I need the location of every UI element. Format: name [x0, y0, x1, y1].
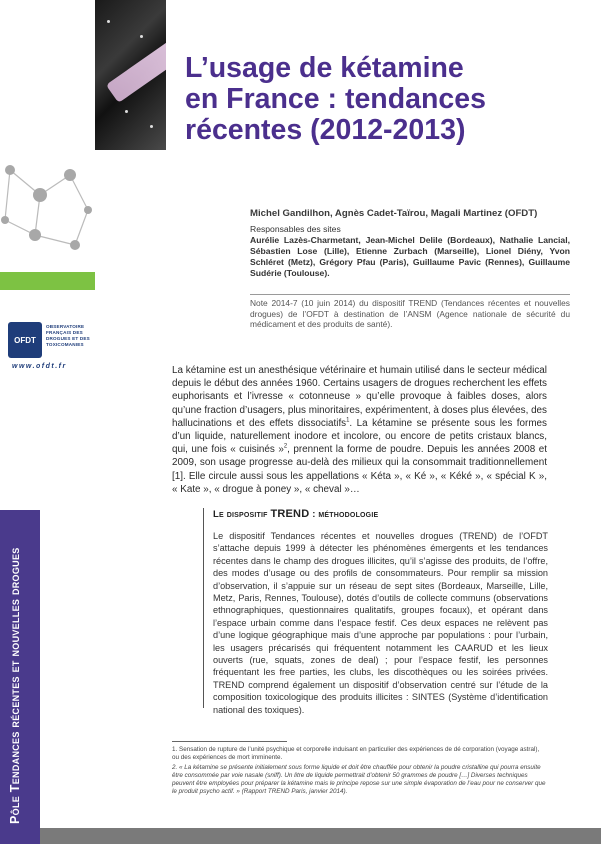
site-leads-names: Aurélie Lazès-Charmetant, Jean-Michel Delile (Bordeaux), Nathalie Lancial, Sébastien Lose (Lille), Etienne Zurbach (Marseille), Lionel Diény, Yvon Schléret (Metz), Grégory Pfau (Paris), Guillaume Pavic (Rennes), Guillaume Sudérie (Toulouse). [250, 235, 570, 278]
publication-note: Note 2014-7 (10 juin 2014) du dispositif TREND (Tendances récentes et nouvelles drogues) de l’OFDT à destination de l’ANSM (Agence nationale de sécurité du médicament et des produits de santé). [250, 294, 570, 330]
powder-streak [106, 39, 166, 103]
cover-photo [95, 0, 166, 150]
box-title: Le dispositif TREND : méthodologie [213, 508, 379, 520]
box-body: Le dispositif Tendances récentes et nouvelles drogues (TREND) de l’OFDT s’attache depuis 1999 à détecter les phénomènes émergents et les tendances récentes dans le champ des drogues illicites, qu’il s’agisse des produits, de l’offre, des modes d’usage ou des profils de consommateurs. Pour remplir sa mission d’observation, il s’appuie sur un réseau de sept sites (Bordeaux, Marseille, Lille, Metz, Paris, Rennes, Toulouse), dotés d’outils de collecte communs (observations ethnographiques, questionnaires qualitatifs, groupes focaux), et opérant dans l’espace urbain comme dans l’espace festif. Ces deux espaces ne relèvent pas d’une logique géographique mais d’une approche par populations : pour l’urbain, les usagers précarisés qui fréquentent notamment les CAARUD et les lieux ouverts (rue, squats, zones de deal) ; pour l’espace festif, les personnes fréquentant les free parties, les clubs, les discothèques ou les soirées privées. TREND comprend également un dispositif d’observation centré sur l’étude de la composition toxicologique des produits illicites : SINTES (Système d’identification national des toxiques). [213, 531, 548, 715]
photo-speck [150, 125, 153, 128]
photo-speck [125, 110, 128, 113]
site-leads [250, 224, 570, 279]
authors: Michel Gandilhon, Agnès Cadet-Taïrou, Magali Martinez (OFDT) [250, 208, 538, 219]
sidebar-band [0, 510, 40, 844]
footnote-1: 1. Sensation de rupture de l’unité psychique et corporelle induisant en particulier des expériences de dé corporation (voyage astral), ou des expériences de mort imminente. [172, 746, 540, 761]
ofdt-logo-text: OBSERVATOIRE FRANÇAIS DES DROGUES ET DES TOXICOMANIES [46, 324, 90, 347]
footnote-ref: 1 [346, 417, 350, 424]
left-header-blank [0, 0, 95, 150]
molecule-node [1, 216, 9, 224]
photo-speck [107, 20, 110, 23]
molecule-node [29, 229, 41, 241]
molecule-node [64, 169, 76, 181]
molecule-node [70, 240, 80, 250]
ofdt-url: www.ofdt.fr [12, 363, 67, 370]
methodology-box [203, 508, 548, 715]
site-leads-label: Responsables des sites [250, 224, 341, 234]
intro-paragraph: La kétamine est un anesthésique vétérinaire et humain utilisé dans le secteur médical depuis le début des années 1960. Certains usagers de drogues recherchent les effets euphorisants et l’ivresse « cotonneuse » qu’elle provoque à faibles doses, alors qu’une fraction d’usagers, plus minoritaires, expérimentent, à doses plus élevées, des hallucinations et des effets dissociatifs$^1$. La kétamine se présente sous les formes d’un liquide, naturellement inodore et incolore, ou encore de petits cristaux blancs, qui, une fois « cuisinés »$^2$, prennent la forme de poudre. Depuis les années 2008 et 2009, son usage progresse au-delà des milieux qui la consommait traditionnellement [1]. Elle circule aussi sous les appellations « Kéta », « Ké », « Kéké », « spécial K », « Kate », « drogue à poney », « cheval »… [172, 365, 547, 495]
footnote-2: 2. « La kétamine se présente initialement sous forme liquide et doit être chauffée pour obtenir la poudre cristalline qui pourra ensuite être consommée par voie nasale (sniff). Un litre de liquide permettrait d’obtenir 50 grammes de poudre […] Diverses techniques peuvent être employées pour préparer la kétamine mais le principe repose sur une simple évaporation de l’eau pour ne conserver que le produit psycho actif. » (Rapport TREND Paris, janvier 2014). [172, 764, 546, 795]
photo-speck [140, 35, 143, 38]
sidebar-label: Pôle Tendances récentes et nouvelles drogues [8, 547, 22, 824]
green-accent-bar [0, 272, 95, 290]
ofdt-logo-badge: OFDT [8, 322, 42, 358]
molecule-node [5, 165, 15, 175]
page-title: L’usage de kétamine en France : tendances récentes (2012-2013) [185, 52, 486, 146]
footer-bar [40, 828, 601, 844]
molecule-node [84, 206, 92, 214]
box-rule [203, 508, 204, 708]
molecule-node [33, 188, 47, 202]
footnote-ref: 2 [283, 443, 288, 450]
molecule-illustration [0, 150, 95, 270]
ofdt-logo [8, 322, 92, 370]
footnote-separator [172, 741, 287, 742]
